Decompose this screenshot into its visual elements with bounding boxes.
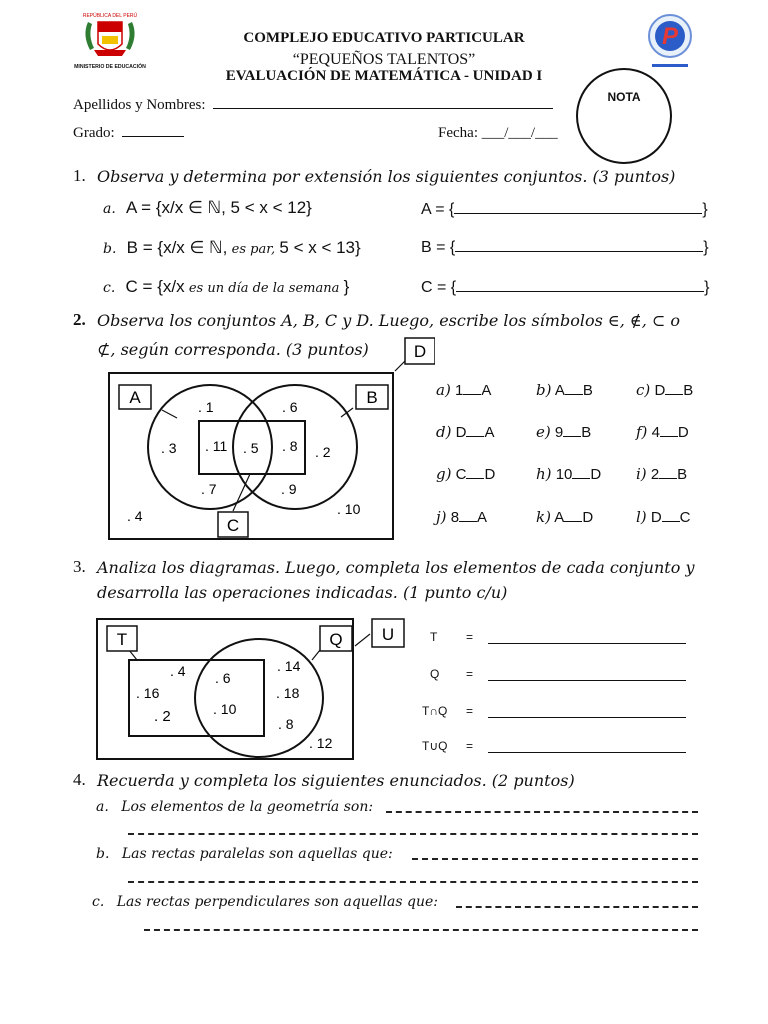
q2-item-d-blank[interactable]	[466, 436, 484, 437]
q2-item-k-left: A	[554, 509, 565, 526]
school-badge-letter: P	[661, 23, 679, 50]
venn2-element-8: . 8	[278, 716, 294, 732]
q2-item-i	[636, 465, 687, 483]
q4-item-a-field-2[interactable]	[128, 833, 698, 835]
q3-row-q-label: Q	[430, 667, 440, 681]
q1-prompt: Observa y determina por extensión los siguientes conjuntos. (3 puntos)	[97, 167, 676, 186]
q2-item-i-letter: i)	[636, 465, 647, 483]
q4-item-a-letter: a.	[96, 799, 109, 815]
q2-item-l	[636, 508, 691, 526]
q2-item-g	[436, 465, 495, 483]
q2-item-e	[536, 423, 591, 441]
q3-row-q-eq: =	[466, 667, 474, 681]
q4-item-c-text: Las rectas perpendiculares son aquellas que:	[116, 894, 438, 910]
venn2-label-q: Q	[329, 630, 343, 649]
q2-item-k	[536, 508, 593, 526]
q1-answer-c-close: }	[704, 279, 710, 296]
q3-row-union-field[interactable]	[488, 739, 686, 753]
q2-item-h-right: D	[590, 466, 602, 483]
q2-item-a	[436, 381, 491, 399]
q2-item-e-blank[interactable]	[563, 436, 581, 437]
q2-item-g-left: C	[455, 466, 467, 483]
q1-answer-a-label: A = {	[421, 201, 455, 218]
q2-item-j-left: 8	[450, 509, 460, 526]
q2-item-j	[436, 508, 487, 526]
school-title: COMPLEJO EDUCATIVO PARTICULAR	[243, 30, 525, 46]
q4-item-c-letter: c.	[92, 894, 105, 910]
q3-number: 3.	[73, 557, 86, 576]
q2-item-l-left: D	[650, 509, 662, 526]
q2-item-d-right: A	[484, 424, 495, 441]
q2-item-d-letter: d)	[436, 423, 452, 441]
date-field[interactable]: ___/___/___	[481, 125, 558, 141]
q1-answer-a-field[interactable]	[454, 213, 702, 214]
grade-circle[interactable]	[576, 68, 672, 164]
q1-answer-b	[421, 239, 709, 257]
q3-row-t-field[interactable]	[488, 630, 686, 644]
q2-venn-diagram	[105, 335, 435, 547]
q4-item-a-text: Los elementos de la geometría son:	[121, 799, 374, 815]
q3-row-intersection-field[interactable]	[488, 704, 686, 718]
q4-item-b-field-2[interactable]	[128, 881, 698, 883]
date-row	[438, 125, 558, 142]
q1-item-b-set-extra: es par,	[231, 242, 276, 257]
venn-element-1: . 1	[198, 399, 214, 415]
q1-item-b-set-suffix: 5 < x < 13}	[279, 238, 361, 257]
q1-item-b	[103, 238, 361, 258]
q1-answer-b-field[interactable]	[455, 251, 703, 252]
q4-number: 4.	[73, 770, 86, 789]
q2-item-d-left: D	[455, 424, 467, 441]
q2-item-l-blank[interactable]	[662, 521, 680, 522]
q2-item-a-right: A	[481, 382, 492, 399]
q1-item-a-letter: a.	[103, 201, 116, 217]
q3-row-t-eq: =	[466, 630, 474, 644]
venn2-element-10: . 10	[213, 701, 237, 717]
venn2-label-t: T	[116, 630, 128, 649]
venn2-element-2: . 2	[154, 708, 171, 725]
q2-item-c-left: D	[654, 382, 666, 399]
venn-element-11: . 11	[205, 438, 228, 454]
venn-label-a: A	[129, 388, 141, 407]
q2-item-h-letter: h)	[536, 465, 552, 483]
venn2-element-16: . 16	[136, 685, 160, 701]
venn2-element-12: . 12	[309, 735, 333, 751]
q4-item-c	[92, 894, 438, 910]
venn2-element-6: . 6	[215, 670, 231, 686]
q1-item-c-letter: c.	[103, 280, 116, 296]
q3-row-q-field[interactable]	[488, 667, 686, 681]
logo-top-text: REPÚBLICA DEL PERÚ	[82, 13, 138, 19]
q2-item-i-blank[interactable]	[659, 478, 677, 479]
student-name-field[interactable]	[213, 108, 553, 109]
q3-prompt-line1: Analiza los diagramas. Luego, completa los elementos de cada conjunto y	[97, 558, 695, 577]
q2-item-e-letter: e)	[536, 423, 551, 441]
q2-item-l-right: C	[679, 509, 691, 526]
grade-row	[73, 125, 184, 142]
q4-item-b-letter: b.	[96, 846, 110, 862]
venn-element-10: . 10	[337, 501, 361, 517]
venn-label-b: B	[366, 388, 378, 407]
q2-prompt-line2: ⊄, según corresponda. (3 puntos)	[97, 340, 369, 359]
q4-prompt: Recuerda y completa los siguientes enunciados. (2 puntos)	[97, 771, 575, 790]
q2-item-i-left: 2	[650, 466, 660, 483]
q2-item-k-blank[interactable]	[564, 521, 582, 522]
q2-item-c-right: B	[683, 382, 694, 399]
q2-item-a-left: 1	[454, 382, 464, 399]
q1-answer-c	[421, 279, 709, 297]
q4-item-a	[96, 799, 373, 815]
q1-item-b-letter: b.	[103, 241, 117, 257]
q4-item-b-text: Las rectas paralelas son aquellas que:	[121, 846, 393, 862]
q3-prompt-line2: desarrolla las operaciones indicadas. (1 punto c/u)	[97, 583, 508, 602]
q2-prompt-line1: Observa los conjuntos A, B, C y D. Luego, escribe los símbolos ∈, ∉, ⊂ o	[97, 311, 681, 330]
venn-element-2: . 2	[315, 444, 331, 460]
q2-items-grid	[436, 381, 736, 531]
q2-item-j-letter: j)	[436, 508, 447, 526]
q2-number: 2.	[73, 310, 86, 329]
q2-item-g-blank[interactable]	[466, 478, 484, 479]
venn2-circle-q	[195, 639, 323, 757]
q2-item-f-letter: f)	[636, 423, 648, 441]
q2-item-k-right: D	[582, 509, 594, 526]
q1-item-c-set-extra: es un día de la semana	[188, 281, 340, 296]
q3-row-union-eq: =	[466, 739, 474, 753]
date-label: Fecha:	[438, 125, 478, 141]
venn-element-5: . 5	[243, 440, 259, 456]
q4-item-b-field-1[interactable]	[412, 858, 698, 860]
venn-element-9: . 9	[281, 481, 297, 497]
q4-item-c-field-2[interactable]	[144, 929, 698, 931]
student-name-row	[73, 97, 553, 114]
school-name: “PEQUEÑOS TALENTOS”	[292, 51, 476, 68]
q1-answer-c-field[interactable]	[456, 291, 704, 292]
grade-field[interactable]	[122, 136, 184, 137]
grade-circle-label: NOTA	[607, 90, 641, 104]
q2-item-g-letter: g)	[436, 465, 452, 483]
q2-item-a-letter: a)	[436, 381, 451, 399]
q2-item-b-right: B	[582, 382, 593, 399]
q1-number: 1.	[73, 166, 86, 185]
venn-element-8: . 8	[282, 438, 298, 454]
q3-row-intersection-label: T∩Q	[422, 704, 448, 718]
q1-answer-c-label: C = {	[421, 279, 457, 296]
q2-item-b-letter: b)	[536, 381, 552, 399]
venn2-element-18: . 18	[276, 685, 300, 701]
venn-element-4: . 4	[127, 508, 143, 524]
q1-answer-a-close: }	[702, 201, 708, 218]
q2-item-h-left: 10	[555, 466, 573, 483]
q2-item-e-left: 9	[554, 424, 564, 441]
venn-label-d: D	[413, 342, 427, 361]
q2-item-k-letter: k)	[536, 508, 551, 526]
venn2-element-4: . 4	[170, 663, 186, 679]
q1-item-c-set-suffix: }	[343, 277, 350, 296]
venn-element-7: . 7	[201, 481, 217, 497]
q3-row-intersection-eq: =	[466, 704, 474, 718]
grade-label: Grado:	[73, 125, 115, 141]
q2-item-j-right: A	[477, 509, 488, 526]
exam-title: EVALUACIÓN DE MATEMÁTICA - UNIDAD I	[225, 68, 543, 84]
q2-item-c-letter: c)	[636, 381, 651, 399]
q2-item-e-right: B	[581, 424, 592, 441]
q1-item-a-set: A = {x/x ∈ ℕ, 5 < x < 12}	[126, 198, 312, 217]
q2-item-c-blank[interactable]	[665, 394, 683, 395]
q2-item-b-left: A	[554, 382, 565, 399]
q4-item-b	[96, 846, 393, 862]
q2-item-a-blank[interactable]	[463, 394, 481, 395]
q2-item-l-letter: l)	[636, 508, 647, 526]
logo-bottom-text: MINISTERIO DE EDUCACIÓN	[74, 64, 146, 70]
q2-item-b	[536, 381, 593, 399]
venn2-label-u: U	[381, 625, 395, 644]
q2-item-h-blank[interactable]	[572, 478, 590, 479]
q2-item-b-blank[interactable]	[565, 394, 583, 395]
student-name-label: Apellidos y Nombres:	[73, 97, 206, 113]
venn-element-3: . 3	[161, 440, 177, 456]
q2-item-f-right: D	[677, 424, 689, 441]
q2-item-f-left: 4	[651, 424, 660, 441]
q2-item-d	[436, 423, 495, 441]
q2-item-g-right: D	[484, 466, 496, 483]
q1-item-a	[103, 198, 312, 218]
q2-item-i-right: B	[677, 466, 688, 483]
q3-venn-diagram	[94, 616, 408, 762]
q2-item-f	[636, 423, 689, 441]
q1-item-c	[103, 277, 349, 297]
venn-label-c: C	[226, 516, 240, 535]
q2-item-h	[536, 465, 601, 483]
q1-item-c-set-prefix: C = {x/x	[125, 277, 185, 296]
q1-answer-a	[421, 201, 708, 219]
q1-answer-b-close: }	[703, 239, 709, 256]
q1-answer-b-label: B = {	[421, 239, 456, 256]
venn2-element-14: . 14	[277, 658, 301, 674]
q3-row-t-label: T	[430, 630, 438, 644]
q3-row-union-label: T∪Q	[422, 739, 448, 753]
venn-element-6: . 6	[282, 399, 298, 415]
q1-item-b-set-prefix: B = {x/x ∈ ℕ,	[126, 238, 228, 257]
q2-item-f-blank[interactable]	[660, 436, 678, 437]
q4-item-a-field-1[interactable]	[386, 811, 698, 813]
q2-item-c	[636, 381, 693, 399]
q2-item-j-blank[interactable]	[459, 521, 477, 522]
q4-item-c-field-1[interactable]	[456, 906, 698, 908]
